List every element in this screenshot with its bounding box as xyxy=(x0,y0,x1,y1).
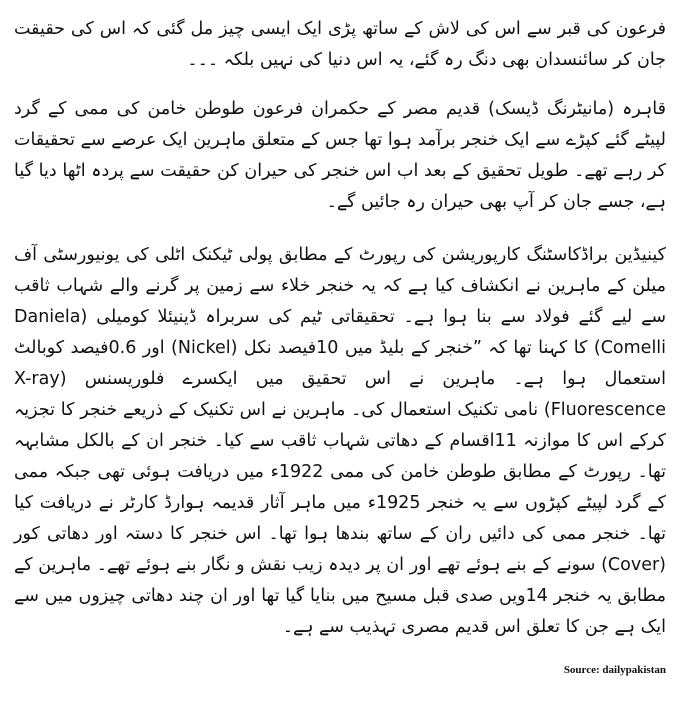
article-headline: فرعون کی قبر سے اس کی لاش کے ساتھ پڑی ایک ایسی چیز مل گئی کہ اس کی حقیقت جان کر سائنسدان بھی دنگ رہ گئے، یہ اس دنیا کی نہیں بلکہ ۔۔۔ xyxy=(14,19,666,70)
article-paragraph-details: کینیڈین براڈکاسٹنگ کارپوریشن کی رپورٹ کے مطابق پولی ٹیکنک اٹلی کی یونیورسٹی آف میلن کے ماہرین نے انکشاف کیا ہے کہ یہ خنجر خلاء سے زمین پر گرنے والے شہاب ثاقب سے لیے گئے فولاد سے بنا ہوا ہے۔ تحقیقاتی ٹیم کی سربراہ ڈینیئلا کومیلی (Daniela Comelli) کا کہنا تھا کہ ”خنجر کے بلیڈ میں 10فیصد نکل (Nickel) اور 0.6فیصد کوبالٹ استعمال ہوا ہے۔ ماہرین نے اس تحقیق میں ایکسرے فلوریسنس (X-ray Fluorescence) نامی تکنیک استعمال کی۔ ماہرین نے اس تکنیک کے ذریعے خنجر کا تجزیہ کرکے اس کا موازنہ 11اقسام کے دھاتی شہاب ثاقب سے کیا۔ خنجر ان کے بالکل مشابہہ تھا۔ رپورٹ کے مطابق طوطن خامن کی ممی 1922ء میں دریافت ہوئی تھی جبکہ ممی کے گرد لپیٹے کپڑوں سے یہ خنجر 1925ء میں ماہر آثار قدیمہ ہوارڈ کارٹر نے دریافت کیا تھا۔ خنجر ممی کی دائیں ران کے ساتھ بندھا ہوا تھا۔ اس خنجر کا دستہ اور دھاتی کور (Cover) سونے کے بنے ہوئے تھے اور ان پر دیدہ زیب نقش و نگار بنے ہوئے تھے۔ ماہرین کے مطابق یہ خنجر 14ویں صدی قبل مسیح میں بنایا گیا تھا اور ان چند دھاتی چیزوں میں سے ایک ہے جن کا تعلق اس قدیم مصری تہذیب سے ہے۔ xyxy=(14,245,667,637)
source-credit: Source: dailypakistan xyxy=(563,664,666,676)
article-paragraph-intro: قاہرہ (مانیٹرنگ ڈیسک) قدیم مصر کے حکمران فرعون طوطن خامن کی ممی کے گرد لپیٹے گئے کپڑے سے ایک خنجر برآمد ہوا تھا جس کے متعلق ماہرین ایک عرصے سے تحقیقات کر رہے تھے۔ طویل تحقیق کے بعد اب اس خنجر کی حیران کن حقیقت سے پردہ اٹھا دیا گیا ہے، جسے جان کر آپ بھی حیران رہ جائیں گے۔ xyxy=(14,99,666,212)
article-body xyxy=(14,0,666,643)
